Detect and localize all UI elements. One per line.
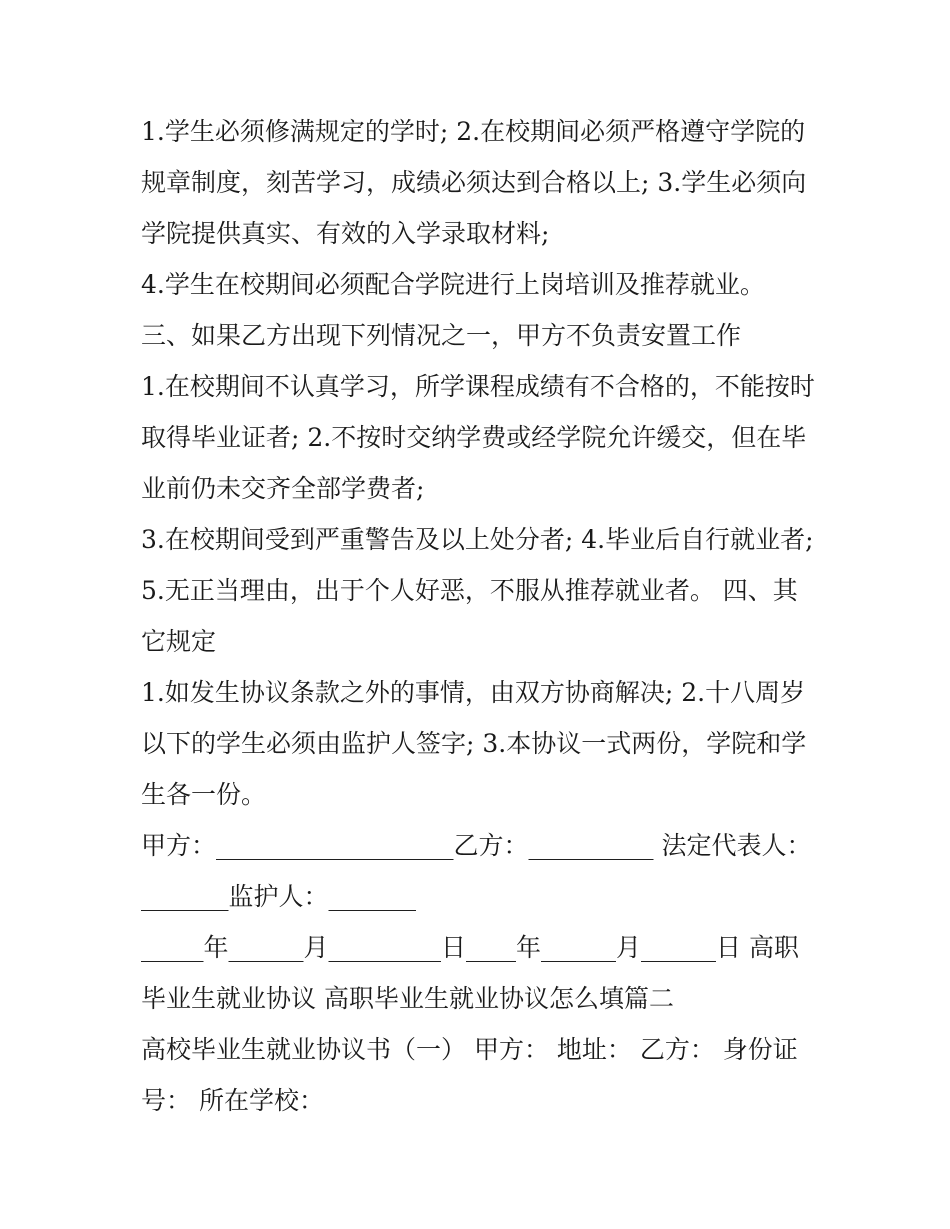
paragraph-other-provisions: 1.如发生协议条款之外的事情，由双方协商解决; 2.十八周岁以下的学生必须由监护人签字; 3.本协议一式两份，学院和学生各一份。 [141,678,807,809]
paragraph-signature-lines: 甲方：___________________乙方：__________ 法定代表人：_______监护人：_______ [141,831,812,911]
paragraph-training-and-section-three: 4.学生在校期间必须配合学院进行上岗培训及推荐就业。 三、如果乙方出现下列情况之一，甲方不负责安置工作 [141,270,765,350]
paragraph-disciplinary-conditions: 3.在校期间受到严重警告及以上处分者; 4.毕业后自行就业者; [141,525,814,554]
paragraph-exclusion-conditions: 1.在校期间不认真学习，所学课程成绩有不合格的，不能按时取得毕业证者; 2.不按时交纳学费或经学院允许缓交，但在毕业前仍未交齐全部学费者; [141,372,815,503]
paragraph-agreement-header: 高校毕业生就业协议书（一） 甲方： 地址： 乙方： 身份证号： 所在学校： [141,1035,798,1115]
paragraph-student-obligations: 1.学生必须修满规定的学时; 2.在校期间必须严格遵守学院的规章制度，刻苦学习，成绩必须达到合格以上; 3.学生必须向学院提供真实、有效的入学录取材料; [141,117,807,248]
paragraph-refusal-and-section-four: 5.无正当理由，出于个人好恶，不服从推荐就业者。 四、其它规定 [141,576,798,656]
paragraph-date-lines-and-title: _____年______月_________日____年______月______日 高职毕业生就业协议 高职毕业生就业协议怎么填篇二 [141,933,799,1013]
document-body [141,106,816,1126]
